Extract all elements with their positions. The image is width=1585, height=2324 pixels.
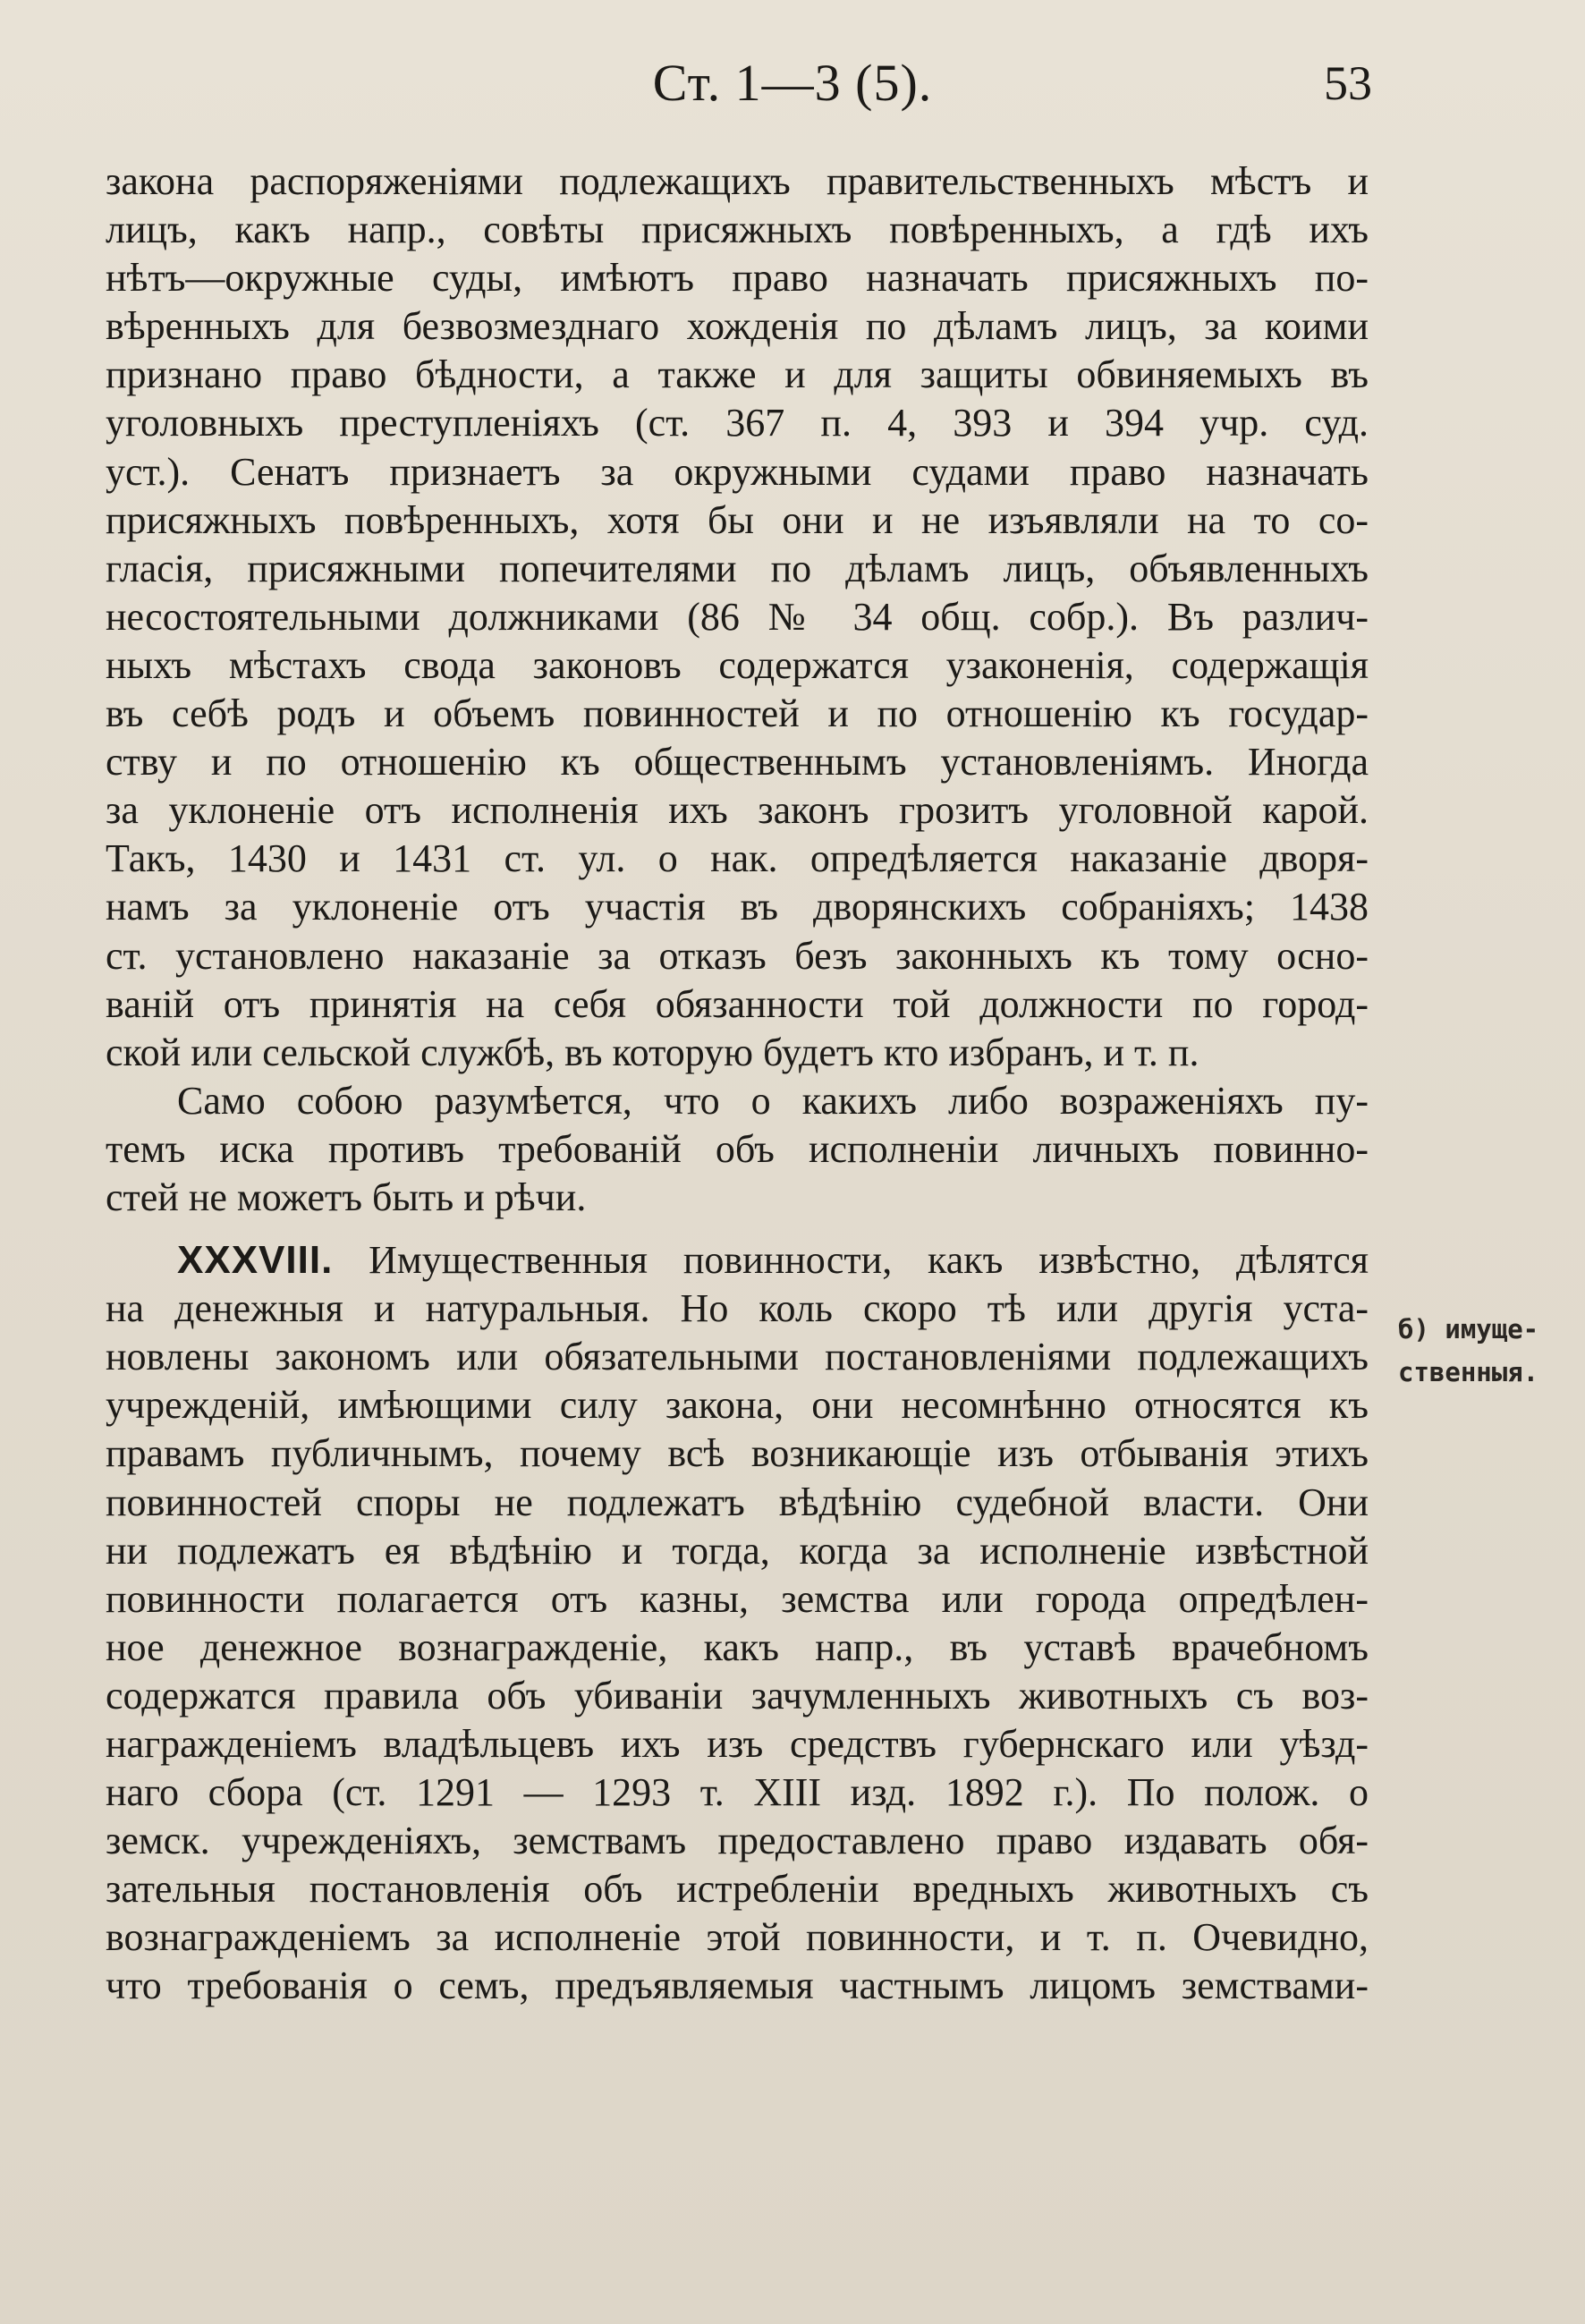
text-line: гласія, присяжными попечителями по дѣламъ лицъ, объявленныхъ <box>106 546 1369 590</box>
text-line: уст.). Сенатъ признаетъ за окружными судами право назначать <box>106 449 1369 494</box>
text-line: нѣтъ—окружные суды, имѣютъ право назначать присяжныхъ по- <box>106 256 1369 301</box>
paragraph-1 <box>106 157 1369 1077</box>
text-line: намъ за уклоненіе отъ участія въ дворянскихъ собраніяхъ; 1438 <box>106 885 1369 929</box>
text-line: ныхъ мѣстахъ свода законовъ содержатся узаконенія, содержащія <box>106 642 1369 687</box>
section-first-line <box>106 1236 1369 1285</box>
paragraph-2 <box>106 1077 1369 1222</box>
text-line: уголовныхъ преступленіяхъ (ст. 367 п. 4, 393 и 394 учр. суд. <box>106 401 1369 445</box>
page-number: 53 <box>1324 56 1372 110</box>
text-line: ваній отъ принятія на себя обязанности той должности по город- <box>106 981 1369 1026</box>
text-line: учрежденій, имѣющими силу закона, они несомнѣнно относятся къ <box>106 1383 1369 1428</box>
margin-note-line: б) имуще- <box>1398 1314 1539 1344</box>
section-number: XXXVIII. <box>177 1238 334 1283</box>
text-line: что требованія о семъ, предъявляемыя частнымъ лицомъ земствами- <box>106 1964 1369 2008</box>
text-line: присяжныхъ повѣренныхъ, хотя бы они и не изъявляли на то со- <box>106 497 1369 542</box>
section-first-line-text: Имущественныя повинности, какъ извѣстно, дѣлятся <box>369 1238 1369 1283</box>
text-line: земск. учрежденіяхъ, земствамъ предоставлено право издавать обя- <box>106 1819 1369 1863</box>
text-line: вознагражденіемъ за исполненіе этой повинности, и т. п. Очевидно, <box>106 1915 1369 1960</box>
text-line: содержатся правила объ убиваніи зачумленныхъ животныхъ съ воз- <box>106 1673 1369 1718</box>
text-line: повинности полагается отъ казны, земства или города опредѣлен- <box>106 1576 1369 1621</box>
text-line: ству и по отношенію къ общественнымъ установленіямъ. Иногда <box>106 740 1369 785</box>
text-line: темъ иска противъ требованій объ исполненіи личныхъ повинно- <box>106 1126 1369 1171</box>
running-head <box>0 52 1585 115</box>
text-line: вѣренныхъ для безвозмезднаго хожденія по дѣламъ лицъ, за коими <box>106 304 1369 349</box>
text-line: въ себѣ родъ и объемъ повинностей и по отношенію къ государ- <box>106 691 1369 736</box>
text-line: ст. установлено наказаніе за отказъ безъ законныхъ къ тому осно- <box>106 933 1369 978</box>
text-line: ное денежное вознагражденіе, какъ напр., въ уставѣ врачебномъ <box>106 1624 1369 1669</box>
margin-note <box>1398 1308 1564 1394</box>
text-line: повинностей споры не подлежатъ вѣдѣнію судебной власти. Они <box>106 1480 1369 1524</box>
text-line: наго сбора (ст. 1291 — 1293 т. XIII изд. 1892 г.). По полож. о <box>106 1770 1369 1815</box>
text-line: закона распоряженіями подлежащихъ правительственныхъ мѣстъ и <box>106 159 1369 203</box>
text-line: на денежныя и натуральныя. Но коль скоро тѣ или другія уста- <box>106 1286 1369 1331</box>
paragraph-3 <box>106 1236 1369 2011</box>
text-line: за уклоненіе отъ исполненія ихъ законъ грозитъ уголовной карой. <box>106 788 1369 833</box>
text-line: зательныя постановленія объ истребленіи вредныхъ животныхъ съ <box>106 1867 1369 1912</box>
text-line: новлены закономъ или обязательными постановленіями подлежащихъ <box>106 1335 1369 1379</box>
text-line: Такъ, 1430 и 1431 ст. ул. о нак. опредѣляется наказаніе дворя- <box>106 836 1369 881</box>
text-line: правамъ публичнымъ, почему всѣ возникающіе изъ отбыванія этихъ <box>106 1431 1369 1476</box>
text-line: стей не можетъ быть и рѣчи. <box>106 1175 587 1219</box>
text-line: лицъ, какъ напр., совѣты присяжныхъ повѣренныхъ, а гдѣ ихъ <box>106 208 1369 252</box>
text-line: Само собою разумѣется, что о какихъ либо возраженіяхъ пу- <box>177 1078 1369 1123</box>
text-line: ской или сельской службѣ, въ которую будетъ кто избранъ, и т. п. <box>106 1030 1199 1074</box>
margin-note-line: ственныя. <box>1398 1357 1539 1387</box>
running-title: Ст. 1—3 (5). <box>652 54 933 112</box>
text-line: награжденіемъ владѣльцевъ ихъ изъ средствъ губернскаго или уѣзд- <box>106 1722 1369 1766</box>
text-line: несостоятельными должниками (86 № 34 общ. собр.). Въ различ- <box>106 594 1369 639</box>
body-text <box>106 157 1369 2011</box>
text-line: ни подлежатъ ея вѣдѣнію и тогда, когда за исполненіе извѣстной <box>106 1528 1369 1573</box>
text-line: признано право бѣдности, а также и для защиты обвиняемыхъ въ <box>106 352 1369 397</box>
